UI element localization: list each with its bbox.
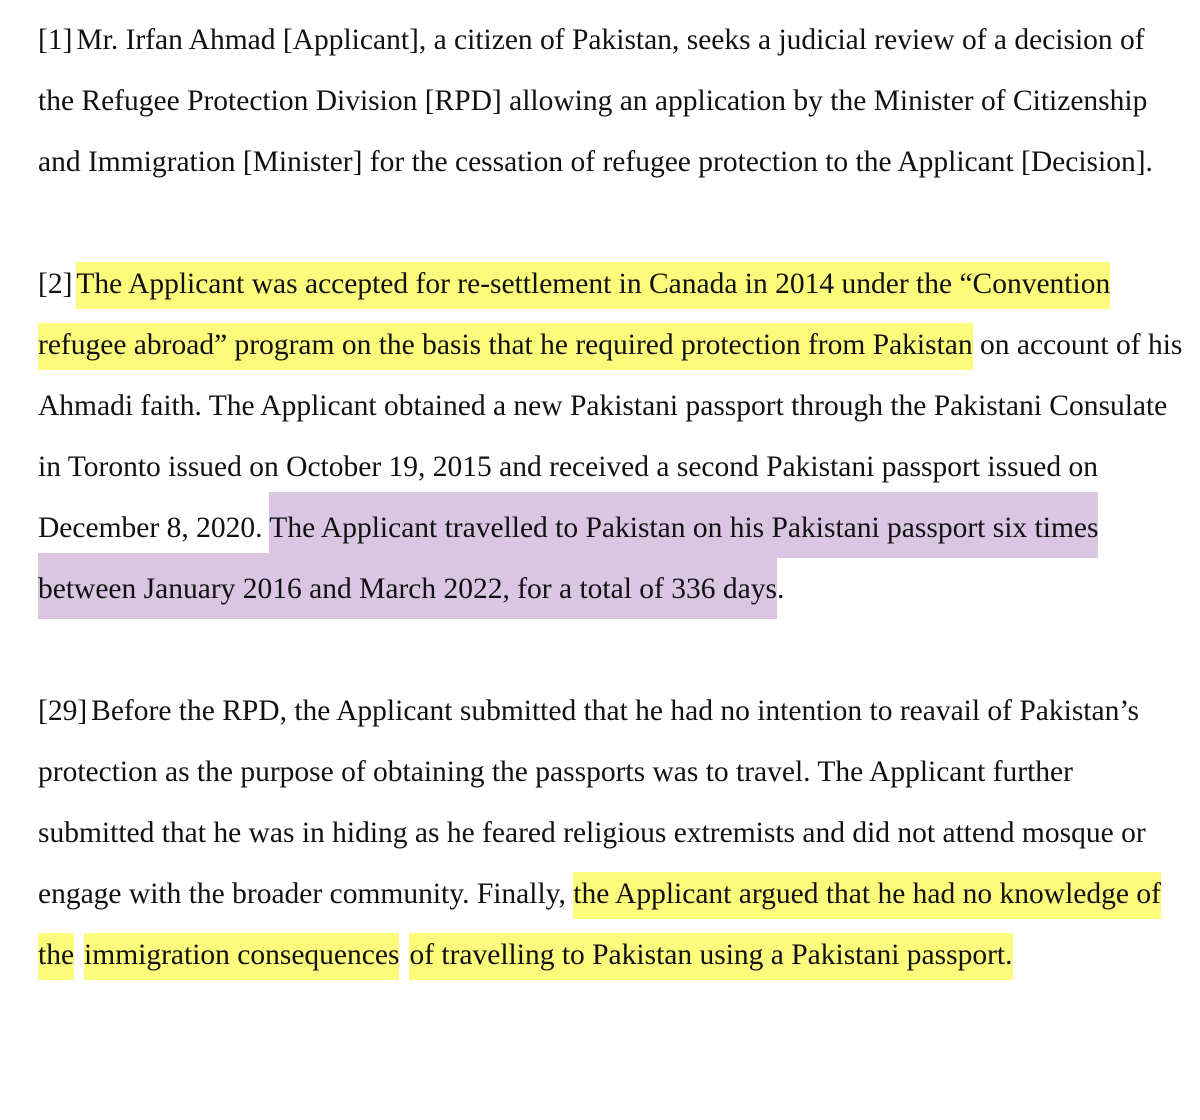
paragraph-2: [38, 254, 1188, 620]
paragraph-29: [38, 681, 1188, 986]
highlighted-text-yellow: of travelling to Pakistan using a Pakistani passport.: [409, 933, 1012, 980]
paragraph-number: [1]: [38, 24, 73, 56]
paragraph-number: [29]: [38, 695, 88, 727]
highlighted-text-yellow: the Applicant argued that he had no knowledge of the: [38, 872, 1161, 980]
paragraph-1: [38, 10, 1188, 193]
highlighted-text-yellow: immigration consequences: [84, 933, 399, 980]
document-body: [38, 10, 1188, 986]
paragraph-text: Mr. Irfan Ahmad [Applicant], a citizen of Pakistan, seeks a judicial review of a decision of the Refugee Protection Division [RPD] allowing an application by the Minister of Citizenship and Immigration [Minister] for the cessation of refugee protection to the Applicant [Decision].: [38, 24, 1153, 178]
paragraph-text: Before the RPD, the Applicant submitted that he had no intention to reavail of Pakistan’s protection as the purpose of obtaining the passports was to travel. The Applicant further submitted that he was in hiding as he feared religious extremists and did not attend mosque or engage with the broader community. Finally,: [38, 695, 1146, 910]
highlighted-text-purple: The Applicant travelled to Pakistan on his Pakistani passport six times between January 2016 and March 2022, for a total of 336 days: [38, 492, 1098, 619]
paragraph-text: on account of his Ahmadi faith. The Applicant obtained a new Pakistani passport through the Pakistani Consulate in Toronto issued on October 19, 2015 and received a second Pakistani passport issued on December 8, 2020.: [38, 329, 1183, 544]
paragraph-text: .: [776, 573, 785, 605]
highlighted-text-yellow: The Applicant was accepted for re-settlement in Canada in 2014 under the “Convention refugee abroad” program on the basis that he required protection from Pakistan: [38, 262, 1110, 370]
paragraph-number: [2]: [38, 268, 73, 300]
